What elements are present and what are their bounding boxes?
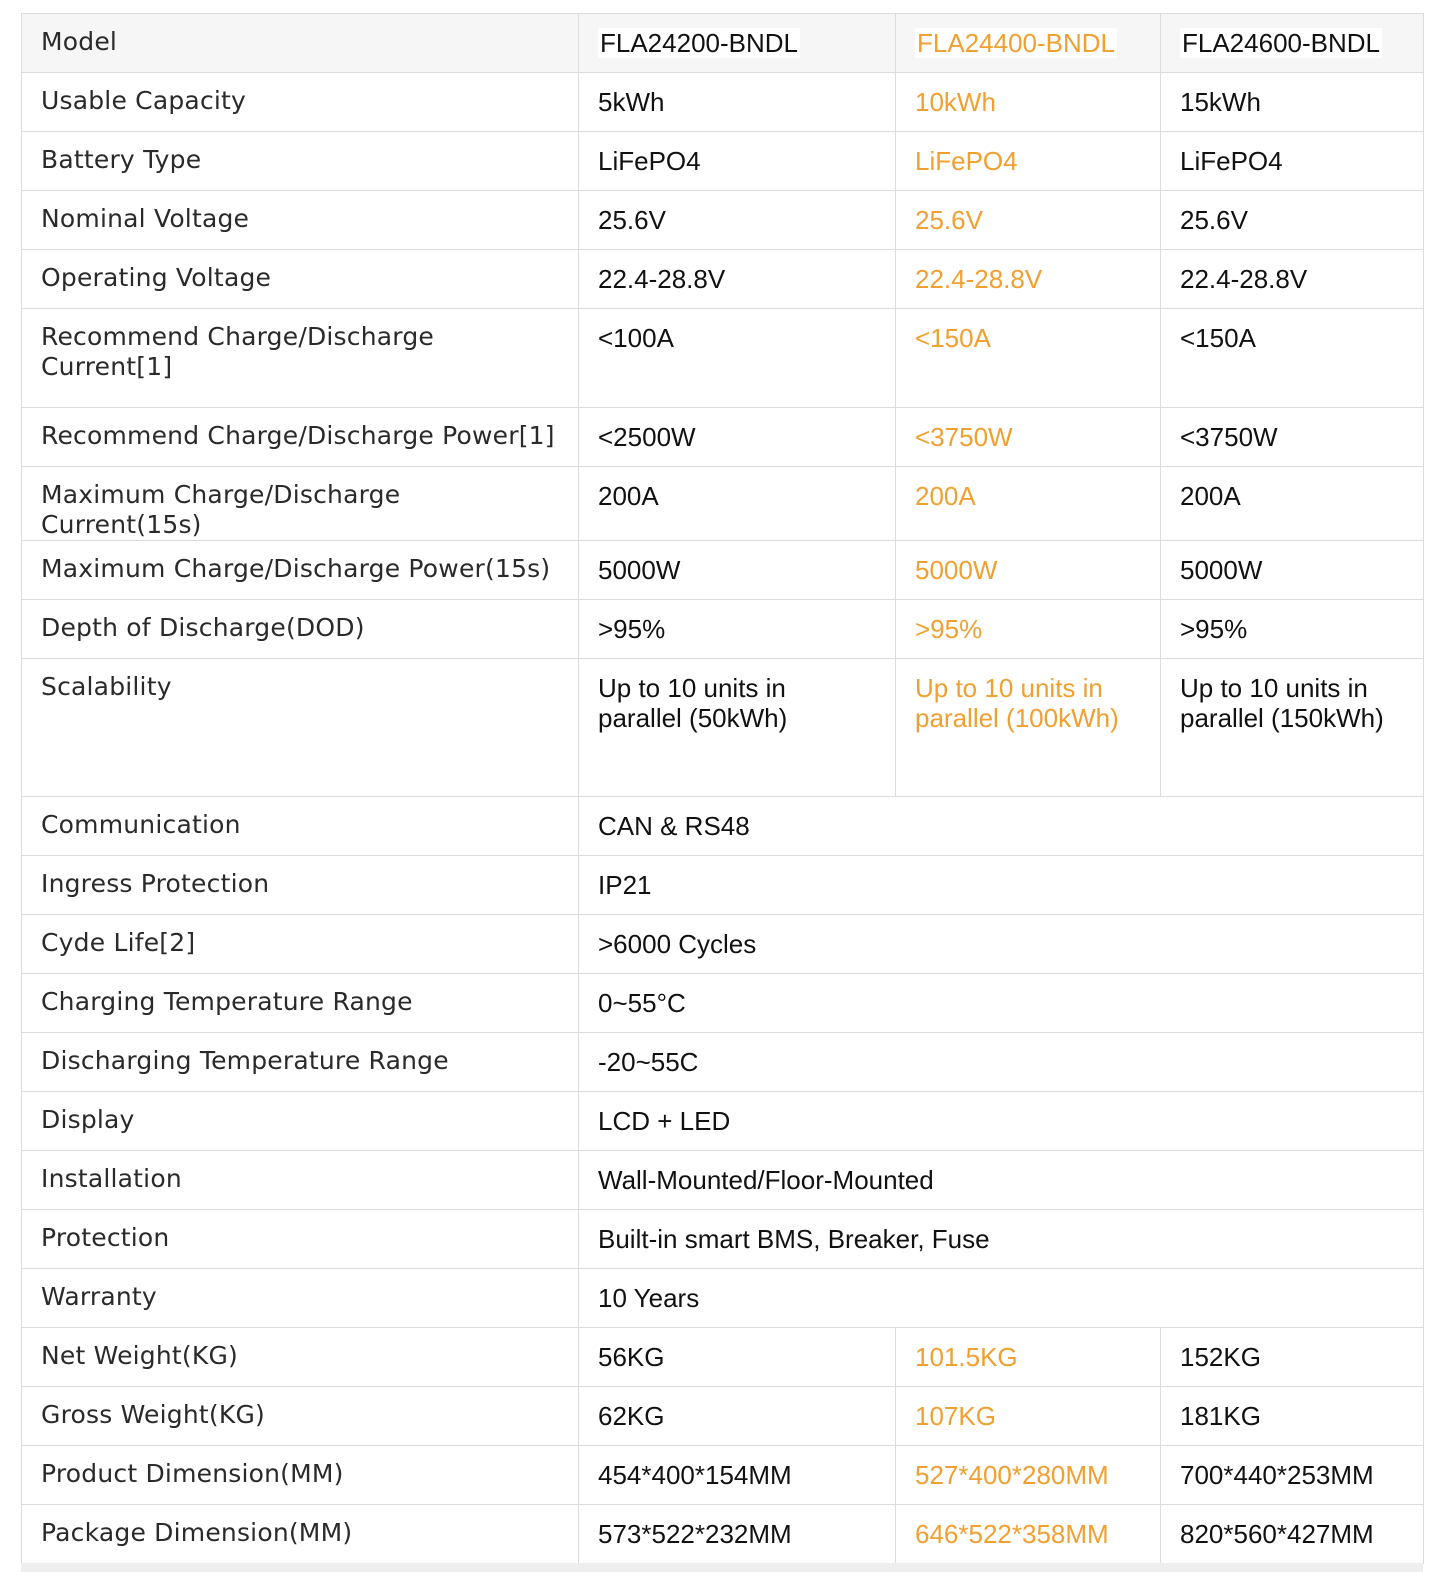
cell-value: Wall-Mounted/Floor-Mounted	[598, 1165, 934, 1195]
table-row	[22, 1151, 1424, 1210]
cell-value: CAN & RS48	[598, 811, 750, 841]
value-cell	[896, 250, 1161, 309]
value-cell	[1161, 191, 1424, 250]
table-row	[22, 1092, 1424, 1151]
model-header	[579, 14, 896, 73]
row-label-cell	[22, 797, 579, 856]
cell-value: 25.6V	[915, 205, 983, 235]
row-label: Scalability	[41, 672, 172, 701]
cell-value: 5000W	[915, 555, 998, 585]
row-label-cell	[22, 1033, 579, 1092]
value-cell	[1161, 73, 1424, 132]
table-row	[22, 1446, 1424, 1505]
value-cell	[1161, 1446, 1424, 1505]
value-cell	[579, 659, 896, 797]
value-cell	[1161, 541, 1424, 600]
cell-value: 10kWh	[915, 87, 996, 117]
row-label: Protection	[41, 1223, 170, 1252]
bottom-divider	[21, 1563, 1423, 1572]
cell-value: 22.4-28.8V	[915, 264, 1043, 294]
value-cell	[896, 541, 1161, 600]
cell-value: Up to 10 units in parallel (100kWh)	[915, 673, 1119, 733]
row-label-cell	[22, 1092, 579, 1151]
row-label-cell	[22, 1269, 579, 1328]
row-label-cell	[22, 408, 579, 467]
row-label-cell	[22, 1210, 579, 1269]
table-row	[22, 408, 1424, 467]
value-cell	[1161, 1387, 1424, 1446]
cell-value: 200A	[598, 481, 659, 511]
row-label: Package Dimension(MM)	[41, 1518, 353, 1547]
cell-value: Built-in smart BMS, Breaker, Fuse	[598, 1224, 990, 1254]
value-cell	[1161, 467, 1424, 541]
model-name: FLA24200-BNDL	[600, 28, 798, 58]
value-cell	[579, 73, 896, 132]
value-cell	[1161, 1505, 1424, 1564]
cell-value: <100A	[598, 323, 674, 353]
row-label: Usable Capacity	[41, 86, 247, 115]
cell-value: >95%	[598, 614, 666, 644]
value-cell	[1161, 659, 1424, 797]
value-cell	[896, 600, 1161, 659]
row-label: Net Weight(KG)	[41, 1341, 239, 1370]
header-label	[22, 14, 579, 73]
row-label: Gross Weight(KG)	[41, 1400, 265, 1429]
row-label: Battery Type	[41, 145, 202, 174]
row-label-cell	[22, 132, 579, 191]
cell-value: <3750W	[1180, 422, 1278, 452]
row-label-cell	[22, 974, 579, 1033]
cell-value: 10 Years	[598, 1283, 700, 1313]
cell-value: 527*400*280MM	[915, 1460, 1109, 1490]
row-label-cell	[22, 856, 579, 915]
row-label: Recommend Charge/Discharge Power[1]	[41, 421, 555, 450]
row-label-cell	[22, 1387, 579, 1446]
cell-value: 25.6V	[1180, 205, 1248, 235]
value-cell	[896, 659, 1161, 797]
cell-value: LiFePO4	[915, 146, 1018, 176]
value-cell	[1161, 1328, 1424, 1387]
row-label-cell	[22, 73, 579, 132]
table-row	[22, 1210, 1424, 1269]
table-row	[22, 1505, 1424, 1564]
row-label-cell	[22, 1446, 579, 1505]
value-cell	[579, 1446, 896, 1505]
value-cell	[896, 467, 1161, 541]
cell-value: 152KG	[1180, 1342, 1261, 1372]
row-label: Nominal Voltage	[41, 204, 250, 233]
row-label: Display	[41, 1105, 135, 1134]
cell-value: Up to 10 units in parallel (150kWh)	[1180, 673, 1384, 733]
table-row	[22, 659, 1424, 797]
table-row	[22, 467, 1424, 541]
table-row	[22, 1269, 1424, 1328]
row-label-cell	[22, 1151, 579, 1210]
table-row	[22, 1033, 1424, 1092]
value-cell	[579, 1387, 896, 1446]
value-cell	[579, 1328, 896, 1387]
cell-value: 181KG	[1180, 1401, 1261, 1431]
cell-value: -20~55C	[598, 1047, 699, 1077]
row-label-cell	[22, 1505, 579, 1564]
cell-value: 0~55°C	[598, 988, 686, 1018]
cell-value: 200A	[1180, 481, 1241, 511]
cell-value: 820*560*427MM	[1180, 1519, 1374, 1549]
value-cell	[579, 600, 896, 659]
value-cell	[1161, 132, 1424, 191]
table-row	[22, 600, 1424, 659]
value-cell	[579, 191, 896, 250]
table-row	[22, 309, 1424, 408]
value-cell	[579, 1505, 896, 1564]
cell-value: >95%	[915, 614, 983, 644]
row-label: Communication	[41, 810, 241, 839]
table-row	[22, 191, 1424, 250]
cell-value: <150A	[915, 323, 991, 353]
cell-value: IP21	[598, 870, 652, 900]
row-label-cell	[22, 467, 579, 541]
cell-value: 573*522*232MM	[598, 1519, 792, 1549]
cell-value: 5kWh	[598, 87, 665, 117]
value-cell	[896, 1387, 1161, 1446]
value-cell	[579, 408, 896, 467]
value-cell	[896, 309, 1161, 408]
value-cell	[896, 132, 1161, 191]
table-row	[22, 797, 1424, 856]
value-cell	[1161, 309, 1424, 408]
row-label: Ingress Protection	[41, 869, 270, 898]
table-row	[22, 974, 1424, 1033]
table-row	[22, 1328, 1424, 1387]
table-row	[22, 250, 1424, 309]
value-cell	[1161, 408, 1424, 467]
shared-value-cell	[579, 974, 1424, 1033]
table-row	[22, 541, 1424, 600]
shared-value-cell	[579, 856, 1424, 915]
shared-value-cell	[579, 1269, 1424, 1328]
shared-value-cell	[579, 1151, 1424, 1210]
header-row	[22, 14, 1424, 73]
value-cell	[1161, 600, 1424, 659]
value-cell	[1161, 250, 1424, 309]
row-label: Installation	[41, 1164, 182, 1193]
row-label-cell	[22, 191, 579, 250]
cell-value: 15kWh	[1180, 87, 1261, 117]
row-label: Recommend Charge/Discharge Current[1]	[41, 322, 434, 381]
value-cell	[896, 408, 1161, 467]
spec-table	[21, 13, 1424, 1564]
shared-value-cell	[579, 915, 1424, 974]
row-label: Warranty	[41, 1282, 157, 1311]
table-row	[22, 73, 1424, 132]
row-label: Cyde Life[2]	[41, 928, 196, 957]
row-label: Maximum Charge/Discharge Current(15s)	[41, 480, 401, 539]
row-label: Operating Voltage	[41, 263, 272, 292]
model-name: FLA24600-BNDL	[1182, 28, 1380, 58]
cell-value: LiFePO4	[598, 146, 701, 176]
shared-value-cell	[579, 1210, 1424, 1269]
cell-value: 700*440*253MM	[1180, 1460, 1374, 1490]
table-row	[22, 1387, 1424, 1446]
value-cell	[896, 191, 1161, 250]
row-label-cell	[22, 541, 579, 600]
table-row	[22, 132, 1424, 191]
cell-value: 56KG	[598, 1342, 665, 1372]
table-row	[22, 915, 1424, 974]
model-header	[1161, 14, 1424, 73]
cell-value: <3750W	[915, 422, 1013, 452]
row-label: Maximum Charge/Discharge Power(15s)	[41, 554, 551, 583]
cell-value: 22.4-28.8V	[1180, 264, 1308, 294]
value-cell	[579, 541, 896, 600]
row-label-cell	[22, 1328, 579, 1387]
row-label-cell	[22, 250, 579, 309]
cell-value: 200A	[915, 481, 976, 511]
row-label: Charging Temperature Range	[41, 987, 413, 1016]
value-cell	[896, 1328, 1161, 1387]
row-label: Discharging Temperature Range	[41, 1046, 449, 1075]
model-name: FLA24400-BNDL	[917, 28, 1115, 58]
cell-value: 22.4-28.8V	[598, 264, 726, 294]
cell-value: 25.6V	[598, 205, 666, 235]
cell-value: 5000W	[1180, 555, 1263, 585]
shared-value-cell	[579, 1033, 1424, 1092]
row-label-cell	[22, 915, 579, 974]
cell-value: 454*400*154MM	[598, 1460, 792, 1490]
value-cell	[896, 1505, 1161, 1564]
value-cell	[896, 1446, 1161, 1505]
row-label-cell	[22, 659, 579, 797]
cell-value: 646*522*358MM	[915, 1519, 1109, 1549]
cell-value: >6000 Cycles	[598, 929, 757, 959]
value-cell	[896, 73, 1161, 132]
cell-value: 107KG	[915, 1401, 996, 1431]
row-label: Depth of Discharge(DOD)	[41, 613, 365, 642]
cell-value: LiFePO4	[1180, 146, 1283, 176]
row-label-cell	[22, 309, 579, 408]
shared-value-cell	[579, 797, 1424, 856]
model-label: Model	[41, 27, 118, 56]
cell-value: 5000W	[598, 555, 681, 585]
table-row	[22, 856, 1424, 915]
value-cell	[579, 250, 896, 309]
cell-value: >95%	[1180, 614, 1248, 644]
shared-value-cell	[579, 1092, 1424, 1151]
cell-value: <150A	[1180, 323, 1256, 353]
row-label-cell	[22, 600, 579, 659]
model-header	[896, 14, 1161, 73]
cell-value: 62KG	[598, 1401, 665, 1431]
value-cell	[579, 467, 896, 541]
cell-value: LCD + LED	[598, 1106, 731, 1136]
cell-value: <2500W	[598, 422, 696, 452]
value-cell	[579, 309, 896, 408]
value-cell	[579, 132, 896, 191]
cell-value: Up to 10 units in parallel (50kWh)	[598, 673, 788, 733]
cell-value: 101.5KG	[915, 1342, 1018, 1372]
row-label: Product Dimension(MM)	[41, 1459, 344, 1488]
